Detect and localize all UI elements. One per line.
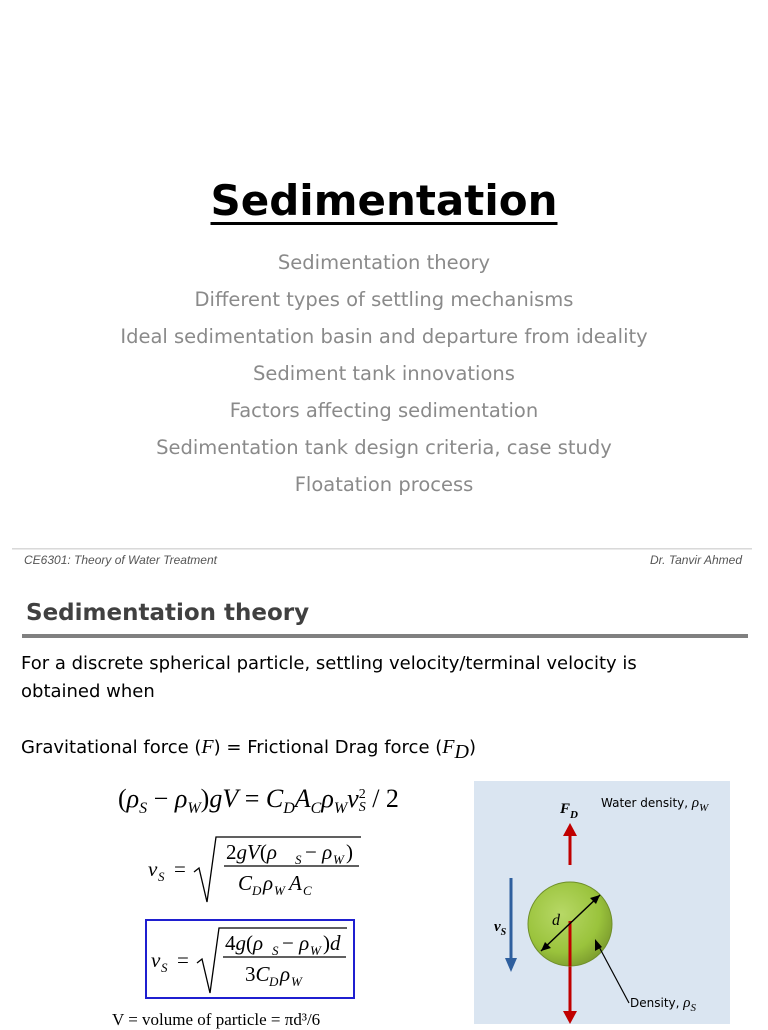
settling-velocity-label: v [494,919,501,935]
topic-item: Different types of settling mechanisms [194,288,574,311]
theory-slide [0,580,768,1029]
topic-item: Sedimentation tank design criteria, case study [156,436,612,459]
heading-underline [22,634,748,638]
footer-author: Dr. Tanvir Ahmed [649,553,742,567]
topic-item: Factors affecting sedimentation [229,399,539,422]
particle-density-label: Density, [630,996,684,1010]
svg-text:− ρ: − ρ [305,840,333,864]
topic-item: Ideal sedimentation basin and departure from ideality [120,325,648,348]
intro-text: For a discrete spherical particle, settling velocity/terminal velocity is obtained when [21,653,637,702]
water-density-label: Water density, [601,796,692,810]
svg-text:S: S [158,869,165,884]
svg-text:=: = [174,857,186,881]
gravity-arrow-head [563,1011,577,1024]
svg-text:S: S [161,960,168,975]
drag-arrow-head [563,823,577,836]
drag-force-label: F [560,801,571,817]
svg-text:− ρ: − ρ [282,931,310,955]
svg-text:ρ: ρ [263,871,274,895]
svg-text:W: W [291,974,302,989]
svg-text:D: D [269,974,279,989]
topic-list [0,249,768,508]
svg-text:ρ: ρ [280,962,291,986]
slide-divider [12,548,752,550]
svg-text:v: v [151,948,161,972]
topic-item: Floatation process [294,473,474,496]
section-heading: Sedimentation theory [26,600,310,626]
force-balance-statement: Gravitational force (F) = Frictional Drag force $(F_D)$ [21,736,476,763]
boxed-equation-graphic [147,921,353,997]
svg-text:Density, ρS: Density, ρS [630,995,696,1014]
svg-text:W: W [274,883,285,898]
svg-text:4g(ρ: 4g(ρ [225,931,264,955]
volume-definition: V = volume of particle = πd³/6 [112,1010,321,1029]
svg-text:v: v [148,857,158,881]
particle-diagram-graphic [474,781,730,1024]
topic-item: Sedimentation theory [277,251,491,274]
svg-text:=: = [177,948,189,972]
density-pointer [597,943,629,1003]
svg-text:W: W [310,943,321,958]
svg-text:)d: )d [323,931,341,955]
boxed-settling-velocity-equation [145,919,355,999]
svg-text:W: W [333,852,344,867]
svg-text:2gV(ρ: 2gV(ρ [226,840,277,864]
force-balance-equation: $(\rho_S - \rho_W)gV = C_DA_C\rho_Wv$ 2 S / 2 [118,784,399,818]
svg-text:A: A [289,871,302,895]
diameter-label: d [552,912,560,929]
svg-text:C: C [238,871,253,895]
svg-text:): ) [346,840,353,864]
slide-title: Sedimentation [210,176,558,225]
svg-text:vS: $v_S$ [494,919,507,938]
velocity-arrow-head [505,958,517,972]
settling-velocity-equation [146,834,366,906]
svg-text:Water density, ρW: Water density, ρW [601,795,709,814]
svg-text:D: D [252,883,262,898]
svg-text:3C: 3C [245,962,270,986]
svg-text:C: C [303,883,312,898]
svg-text:S: S [295,852,302,867]
particle-force-diagram [474,781,730,1024]
topic-item: Sediment tank innovations [253,362,515,385]
footer-course: CE6301: Theory of Water Treatment [24,553,217,567]
svg-text:FD: $F_D$ [560,801,578,821]
svg-text:S: S [272,943,279,958]
